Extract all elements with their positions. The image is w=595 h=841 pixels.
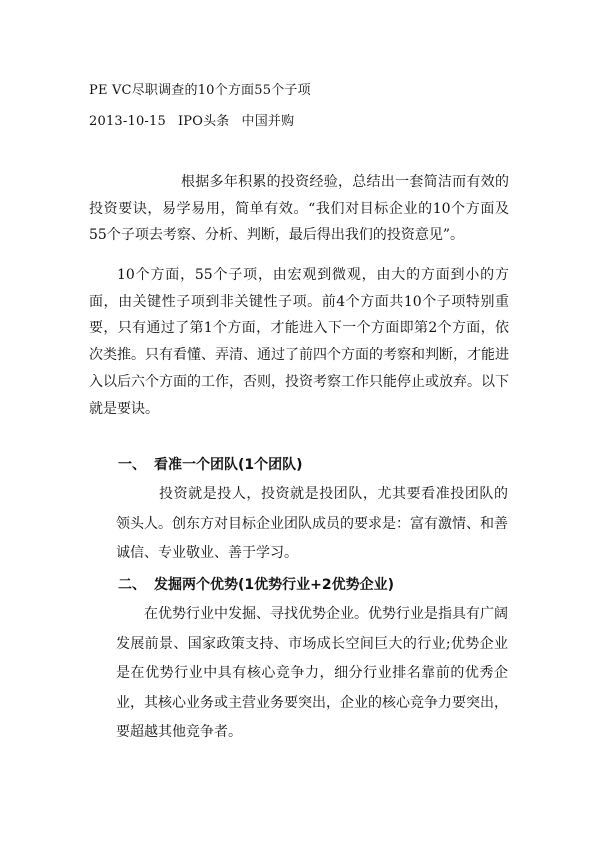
publish-date: 2013-10-15 [89, 114, 166, 129]
section-title: 看准一个团队(1个团队) [154, 457, 303, 473]
overview-paragraph: 10个方面，55个子项，由宏观到微观，由大的方面到小的方面，由关键性子项到非关键性子项。前4个方面共10个子项特别重要，只有通过了第1个方面，才能进入下一个方面即第2个方面，依次类推。只有看懂、弄清、通过了前四个方面的考察和判断，才能进入以后六个方面的工作，否则，投资考察工作只能停止或放弃。以下就是要诀。 [89, 267, 509, 417]
source-name: IPO头条 [177, 114, 230, 129]
document-title: PE VC尽职调查的10个方面55个子项 [89, 83, 311, 98]
section-body: 在优势行业中发掘、寻找优势企业。优势行业是指具有广阔发展前景、国家政策支持、市场成长空间巨大的行业;优势企业是在优势行业中具有核心竞争力，细分行业排名靠前的优秀企业，其核心业务或主营业务要突出，企业的核心竞争力要突出，要超越其他竞争者。 [116, 606, 508, 740]
section-title: 发掘两个优势(1优势行业+2优势企业) [154, 577, 395, 593]
dateline [89, 110, 294, 129]
section-number: 一、 [118, 457, 146, 473]
author-name: 中国并购 [241, 114, 295, 129]
section-number: 二、 [118, 577, 146, 593]
section-heading [118, 574, 394, 594]
section-body: 投资就是投人，投资就是投团队，尤其要看准投团队的领头人。创东方对目标企业团队成员的要求是：富有激情、和善诚信、专业敬业、善于学习。 [116, 486, 508, 561]
section-heading [118, 454, 303, 474]
intro-paragraph: 根据多年积累的投资经验，总结出一套简洁而有效的投资要诀，易学易用，简单有效。“我们对目标企业的10个方面及55个子项去考察、分析、判断，最后得出我们的投资意见”。 [89, 174, 509, 244]
